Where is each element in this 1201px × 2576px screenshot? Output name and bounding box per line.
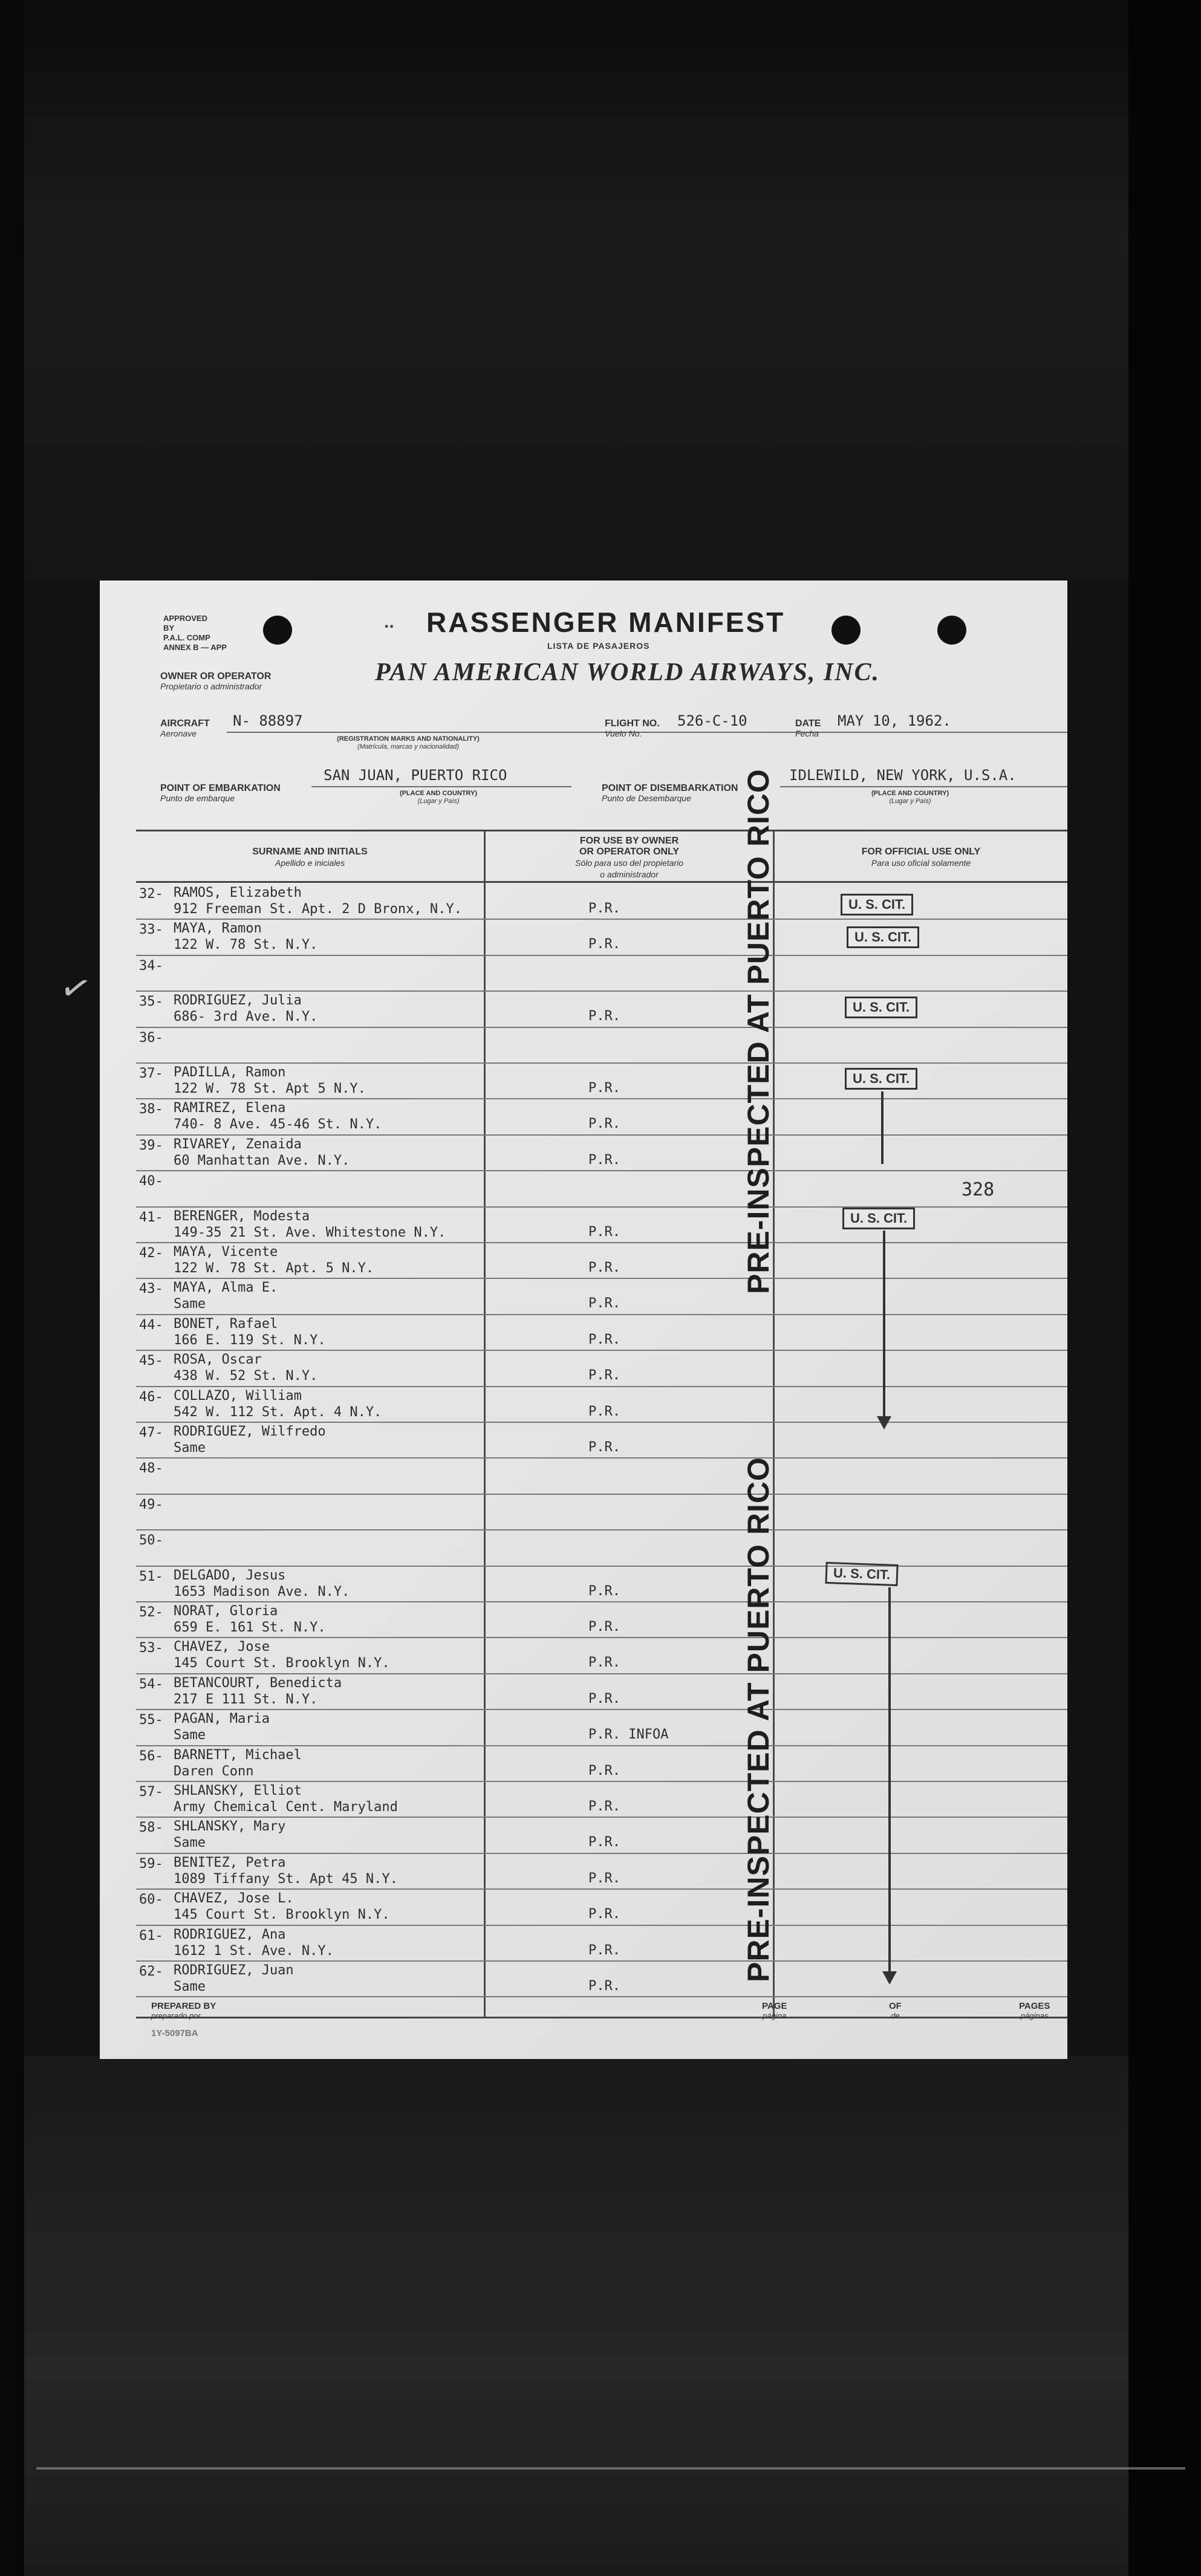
date-label-es: Fecha <box>795 729 819 738</box>
prepared-by-label <box>151 2002 216 2021</box>
aircraft-label <box>160 718 210 739</box>
row-number: 40- <box>139 1174 163 1189</box>
row-number: 59- <box>139 1856 163 1872</box>
company-name: PAN AMERICAN WORLD AIRWAYS, INC. <box>375 659 880 686</box>
owner-label <box>160 671 271 692</box>
row-number: 42- <box>139 1246 163 1261</box>
disembark-underline <box>780 786 1067 787</box>
row-number: 49- <box>139 1497 163 1512</box>
page-text: PAGE <box>762 2001 787 2011</box>
row-number: 57- <box>139 1784 163 1800</box>
film-background-bottom <box>0 2056 1201 2576</box>
table-row <box>136 1530 1067 1566</box>
check-mark-icon: ✓ <box>55 964 96 1013</box>
registration-note-text: (REGISTRATION MARKS AND NATIONALITY) <box>337 735 480 743</box>
of-es: de <box>891 2011 900 2020</box>
table-row <box>136 1208 1067 1243</box>
prepared-by-text: PREPARED BY <box>151 2001 216 2011</box>
of-label <box>889 2002 902 2021</box>
owner-use-value: P.R. <box>588 1907 620 1922</box>
passenger-address: Same <box>174 1728 206 1743</box>
owner-use-value: P.R. <box>588 1403 620 1419</box>
row-number: 34- <box>139 958 163 974</box>
table-row <box>136 1782 1067 1818</box>
passenger-address: Daren Conn <box>174 1763 254 1779</box>
table-row <box>136 1854 1067 1890</box>
approval-stamp <box>163 614 227 652</box>
us-citizen-stamp: U. S. CIT. <box>847 926 919 948</box>
owner-use-value: P.R. <box>588 1296 620 1312</box>
passenger-address: 122 W. 78 St. N.Y. <box>174 937 318 953</box>
manifest-title: RASSENGER MANIFEST <box>426 607 786 638</box>
owner-use-value: P.R. <box>588 1691 620 1706</box>
passenger-name: BARNETT, Michael <box>174 1747 302 1763</box>
date-label-text: DATE <box>795 718 821 729</box>
table-row <box>136 1459 1067 1494</box>
table-row <box>136 1064 1067 1099</box>
passenger-address: 145 Court St. Brooklyn N.Y. <box>174 1656 390 1671</box>
passenger-name: SHLANSKY, Elliot <box>174 1783 302 1798</box>
owner-use-value: P.R. <box>588 937 620 952</box>
row-number: 38- <box>139 1102 163 1117</box>
owner-use-value: P.R. <box>588 1009 620 1024</box>
row-number: 58- <box>139 1820 163 1836</box>
aircraft-value: N- 88897 <box>233 712 303 729</box>
passenger-address: Army Chemical Cent. Maryland <box>174 1800 398 1815</box>
owner-use-value: P.R. <box>588 1799 620 1814</box>
us-citizen-stamp: U. S. CIT. <box>825 1562 898 1586</box>
owner-use-value: P.R. <box>588 1332 620 1347</box>
embark-label <box>160 783 281 804</box>
owner-use-value: P.R. <box>588 1835 620 1850</box>
table-row <box>136 1746 1067 1782</box>
table-row <box>136 1136 1067 1171</box>
flight-label-es: Vuelo No. <box>605 729 642 738</box>
row-number: 45- <box>139 1353 163 1369</box>
surname-header-text: SURNAME AND INITIALS <box>252 847 368 857</box>
owner-use-value: P.R. <box>588 901 620 916</box>
table-top-border <box>136 830 1067 831</box>
owner-use-value: P.R. <box>588 1942 620 1958</box>
passenger-name: RODRIGUEZ, Wilfredo <box>174 1424 326 1439</box>
row-number: 43- <box>139 1281 163 1297</box>
owner-use-value: P.R. <box>588 1224 620 1240</box>
manifest-document <box>55 581 1067 2059</box>
preinspected-stamp: PRE-INSPECTED AT PUERTO RICO <box>741 769 775 1294</box>
table-row <box>136 1387 1067 1423</box>
table-row <box>136 992 1067 1027</box>
passenger-address: 1612 1 St. Ave. N.Y. <box>174 1943 334 1959</box>
owner-use-value: P.R. <box>588 1368 620 1384</box>
table-row <box>136 1710 1067 1746</box>
passenger-address: Same <box>174 1835 206 1851</box>
row-number: 53- <box>139 1641 163 1656</box>
owner-use-value: P.R. <box>588 1440 620 1455</box>
disembark-label <box>602 783 738 804</box>
aircraft-label-es: Aeronave <box>160 729 197 738</box>
passenger-name: BENITEZ, Petra <box>174 1855 286 1870</box>
passenger-address: Same <box>174 1979 206 1994</box>
table-row <box>136 1962 1067 1997</box>
passenger-address: 740- 8 Ave. 45-46 St. N.Y. <box>174 1117 382 1133</box>
owner-use-value: P.R. <box>588 1763 620 1778</box>
table-row <box>136 920 1067 955</box>
row-number: 50- <box>139 1533 163 1549</box>
passenger-name: RIVAREY, Zenaida <box>174 1136 302 1152</box>
row-number: 33- <box>139 922 163 938</box>
row-divider <box>136 1996 1067 1997</box>
registration-note <box>305 735 511 751</box>
embark-label-es: Punto de embarque <box>160 793 235 803</box>
approval-line: ANNEX B — APP <box>163 643 227 652</box>
table-row <box>136 1243 1067 1279</box>
punch-hole-icon <box>263 616 292 645</box>
row-number: 62- <box>139 1964 163 1979</box>
passenger-name: BETANCOURT, Benedicta <box>174 1675 342 1691</box>
punch-hole-icon <box>937 616 966 645</box>
passenger-name: RODRIGUEZ, Juan <box>174 1963 294 1978</box>
owner-use-value: P.R. <box>588 1655 620 1671</box>
passenger-name: MAYA, Ramon <box>174 921 262 937</box>
passenger-name: BERENGER, Modesta <box>174 1208 310 1224</box>
row-number: 32- <box>139 886 163 902</box>
film-edge-left <box>0 0 24 2576</box>
passenger-address: 1089 Tiffany St. Apt 45 N.Y. <box>174 1871 398 1887</box>
passenger-name: RAMIREZ, Elena <box>174 1101 286 1116</box>
place-note-es: (Lugar y País) <box>417 798 460 805</box>
preinspected-stamp: PRE-INSPECTED AT PUERTO RICO <box>741 1457 775 1982</box>
place-note-text: (PLACE AND COUNTRY) <box>399 790 478 797</box>
row-number: 47- <box>139 1425 163 1440</box>
registration-note-es: (Matrícula, marcas y nacionalidad) <box>357 743 460 750</box>
passenger-address: 149-35 21 St. Ave. Whitestone N.Y. <box>174 1225 446 1240</box>
form-number: 1Y-5097BA <box>151 2028 198 2038</box>
passenger-address: 122 W. 78 St. Apt 5 N.Y. <box>174 1081 366 1096</box>
passenger-name: ROSA, Oscar <box>174 1352 262 1368</box>
owner-use-value: P.R. <box>588 1979 620 1994</box>
place-note-text: (PLACE AND COUNTRY) <box>871 790 949 797</box>
table-row <box>136 1890 1067 1925</box>
passenger-name: NORAT, Gloria <box>174 1604 278 1619</box>
owner-use-value: P.R. <box>588 1081 620 1096</box>
column-header-owner-use <box>486 836 773 880</box>
flight-label-text: FLIGHT NO. <box>605 718 660 729</box>
row-number: 46- <box>139 1389 163 1405</box>
date-label <box>795 718 821 739</box>
embark-underline <box>311 786 571 787</box>
row-number: 39- <box>139 1137 163 1153</box>
row-number: 44- <box>139 1317 163 1333</box>
passenger-address: 659 E. 161 St. N.Y. <box>174 1620 326 1635</box>
passenger-address: 217 E 111 St. N.Y. <box>174 1691 318 1707</box>
date-value: MAY 10, 1962. <box>838 712 951 729</box>
passenger-address: 686- 3rd Ave. N.Y. <box>174 1009 318 1025</box>
row-number: 35- <box>139 994 163 1010</box>
owner-label-es: Propietario o administrador <box>160 681 262 691</box>
table-row <box>136 1028 1067 1064</box>
title-prefix: .. <box>384 612 394 632</box>
row-number: 48- <box>139 1461 163 1477</box>
passenger-name: DELGADO, Jesus <box>174 1567 286 1583</box>
table-row <box>136 1495 1067 1530</box>
embark-value: SAN JUAN, PUERTO RICO <box>324 767 507 784</box>
aircraft-label-text: AIRCRAFT <box>160 718 210 729</box>
flight-label <box>605 718 660 739</box>
row-number: 51- <box>139 1569 163 1584</box>
punch-hole-icon <box>832 616 861 645</box>
disembark-label-es: Punto de Desembarque <box>602 793 691 803</box>
surname-header-es: Apellido e iniciales <box>275 858 345 868</box>
passenger-address: 166 E. 119 St. N.Y. <box>174 1332 326 1348</box>
passenger-address: 145 Court St. Brooklyn N.Y. <box>174 1907 390 1923</box>
row-number: 37- <box>139 1066 163 1081</box>
count-stamp: 328 <box>962 1179 995 1200</box>
owner-use-header-es: o administrador <box>600 870 659 879</box>
table-row <box>136 1567 1067 1602</box>
passenger-address: 122 W. 78 St. Apt. 5 N.Y. <box>174 1261 374 1276</box>
owner-use-value: P.R. <box>588 1619 620 1634</box>
film-edge-right <box>1128 0 1201 2576</box>
passenger-address: 60 Manhattan Ave. N.Y. <box>174 1153 350 1168</box>
table-bottom-border <box>136 2017 1067 2018</box>
table-row <box>136 1099 1067 1135</box>
column-header-official <box>775 847 1067 869</box>
owner-use-value: P.R. <box>588 1152 620 1168</box>
row-number: 60- <box>139 1892 163 1908</box>
owner-use-header-line: FOR USE BY OWNER <box>579 836 679 846</box>
film-background-top <box>0 0 1201 581</box>
disembark-place-note <box>850 790 971 805</box>
row-number: 41- <box>139 1209 163 1225</box>
us-citizen-stamp: U. S. CIT. <box>841 894 913 916</box>
passenger-name: SHLANSKY, Mary <box>174 1819 286 1835</box>
us-citizen-stamp: U. S. CIT. <box>845 997 917 1018</box>
page-label <box>762 2002 787 2021</box>
passenger-name: CHAVEZ, Jose <box>174 1639 270 1655</box>
disembark-label-text: POINT OF DISEMBARKATION <box>602 783 738 793</box>
arrow-head-icon <box>882 1971 897 1985</box>
owner-use-value: P.R. <box>588 1260 620 1275</box>
row-number: 36- <box>139 1030 163 1046</box>
passenger-address: Same <box>174 1296 206 1312</box>
row-number: 55- <box>139 1712 163 1728</box>
arrow-line <box>883 1231 885 1418</box>
passenger-name: MAYA, Alma E. <box>174 1280 278 1296</box>
approval-line: P.A.L. COMP <box>163 633 210 642</box>
table-row <box>136 1423 1067 1459</box>
table-header-border <box>136 881 1067 883</box>
pages-es: páginas <box>1020 2011 1049 2020</box>
table-row <box>136 1171 1067 1207</box>
flight-value: 526-C-10 <box>677 712 747 729</box>
passenger-address: 912 Freeman St. Apt. 2 D Bronx, N.Y. <box>174 902 462 917</box>
passenger-name: RODRIGUEZ, Julia <box>174 993 302 1009</box>
owner-use-header-line: OR OPERATOR ONLY <box>579 847 680 857</box>
official-header-text: FOR OFFICIAL USE ONLY <box>861 847 981 857</box>
official-header-es: Para uso oficial solamente <box>871 858 971 868</box>
passenger-name: RODRIGUEZ, Ana <box>174 1927 286 1942</box>
owner-use-value: P.R. <box>588 1870 620 1886</box>
pages-label <box>1019 2002 1050 2021</box>
table-row <box>136 1818 1067 1853</box>
disembark-value: IDLEWILD, NEW YORK, U.S.A. <box>789 767 1017 784</box>
passenger-address: 1653 Madison Ave. N.Y. <box>174 1584 350 1599</box>
owner-use-value: P.R. <box>588 1583 620 1599</box>
passenger-address: 438 W. 52 St. N.Y. <box>174 1368 318 1384</box>
embark-place-note <box>378 790 499 805</box>
arrow-line <box>888 1587 891 1974</box>
passenger-name: BONET, Rafael <box>174 1316 278 1332</box>
row-number: 56- <box>139 1748 163 1764</box>
table-row <box>136 1351 1067 1387</box>
approval-line: APPROVED <box>163 614 207 623</box>
table-row <box>136 1279 1067 1315</box>
row-number: 54- <box>139 1676 163 1692</box>
passenger-name: MAYA, Vicente <box>174 1244 278 1260</box>
table-row <box>136 1602 1067 1638</box>
table-row <box>136 1315 1067 1351</box>
table-row <box>136 1638 1067 1674</box>
of-text: OF <box>889 2001 902 2011</box>
us-citizen-stamp: U. S. CIT. <box>845 1068 917 1090</box>
arrow-head-icon <box>877 1416 891 1429</box>
passenger-address: Same <box>174 1440 206 1456</box>
approval-line: BY <box>163 623 175 633</box>
place-note-es: (Lugar y País) <box>889 798 931 805</box>
row-number: 61- <box>139 1928 163 1943</box>
arrow-line <box>881 1091 884 1164</box>
film-scratch-line <box>36 2467 1185 2470</box>
prepared-by-es: preparado por <box>151 2011 201 2020</box>
table-row <box>136 884 1067 920</box>
owner-use-value: P.R. INFOA <box>588 1727 669 1743</box>
us-citizen-stamp: U. S. CIT. <box>842 1208 915 1229</box>
passenger-name: PADILLA, Ramon <box>174 1065 286 1080</box>
owner-use-value: P.R. <box>588 1116 620 1132</box>
table-row <box>136 956 1067 992</box>
column-header-surname <box>136 847 484 869</box>
passenger-name: PAGAN, Maria <box>174 1711 270 1727</box>
table-row <box>136 1926 1067 1962</box>
table-row <box>136 1674 1067 1710</box>
pages-text: PAGES <box>1019 2001 1050 2011</box>
manifest-subtitle: LISTA DE PASAJEROS <box>547 641 650 651</box>
row-number: 52- <box>139 1605 163 1620</box>
passenger-name: CHAVEZ, Jose L. <box>174 1891 294 1907</box>
owner-label-text: OWNER OR OPERATOR <box>160 671 272 681</box>
owner-use-header-es: Sólo para uso del propietario <box>574 858 683 868</box>
page-es: página <box>763 2011 787 2020</box>
passenger-name: COLLAZO, William <box>174 1388 302 1403</box>
passenger-name: RAMOS, Elizabeth <box>174 885 302 900</box>
embark-label-text: POINT OF EMBARKATION <box>160 783 281 793</box>
passenger-address: 542 W. 112 St. Apt. 4 N.Y. <box>174 1404 382 1420</box>
